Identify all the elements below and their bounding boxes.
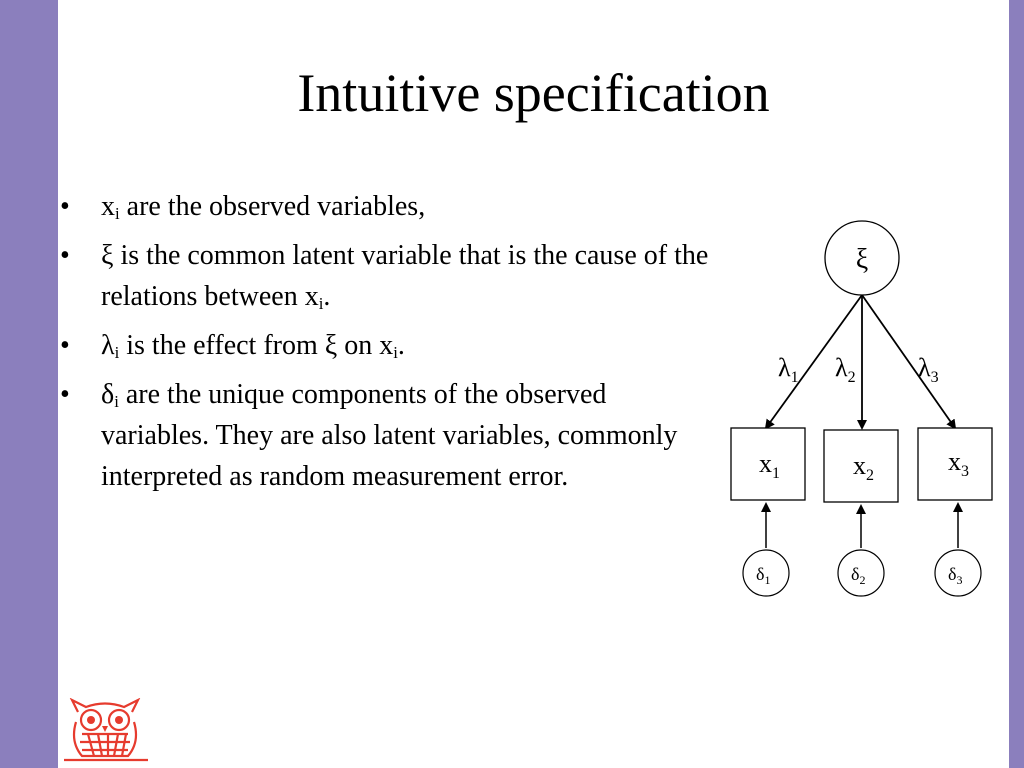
loading-label: $\lambda_3$ xyxy=(918,353,939,386)
left-side-bar xyxy=(0,0,58,768)
loading-arrow xyxy=(862,295,955,428)
observed-variable-label: $x_3$ xyxy=(948,447,969,480)
bullet-marker: • xyxy=(60,240,70,271)
error-label: $\delta_2$ xyxy=(851,564,866,587)
right-side-bar xyxy=(1009,0,1024,768)
bullet-item: • $\lambda_i$ is the effect from ξ on $x_i$. xyxy=(60,325,710,366)
error-label: $\delta_1$ xyxy=(756,564,771,587)
bullet-marker: • xyxy=(60,379,70,410)
observed-variable-label: $x_1$ xyxy=(759,449,780,482)
error-label: $\delta_3$ xyxy=(948,564,963,587)
bullet-marker: • xyxy=(60,191,70,222)
latent-variable-label: ξ xyxy=(855,244,869,275)
bullet-list xyxy=(60,186,710,505)
factor-model-diagram xyxy=(720,220,1010,600)
bullet-item: • $\delta_i$ are the unique components of the observed variables. They are also latent variables, commonly interpreted as random measurement error. xyxy=(60,374,710,497)
loading-label: $\lambda_1$ xyxy=(778,353,799,386)
owl-logo-icon xyxy=(62,698,148,766)
bullet-item: • ξ is the common latent variable that is the cause of the relations between $x_i$. xyxy=(60,235,710,317)
bullet-item: • $x_i$ are the observed variables, xyxy=(60,186,710,227)
loading-label: $\lambda_2$ xyxy=(835,353,856,386)
slide-title: Intuitive specification xyxy=(297,63,770,123)
observed-variable-label: $x_2$ xyxy=(853,451,874,484)
bullet-marker: • xyxy=(60,330,70,361)
